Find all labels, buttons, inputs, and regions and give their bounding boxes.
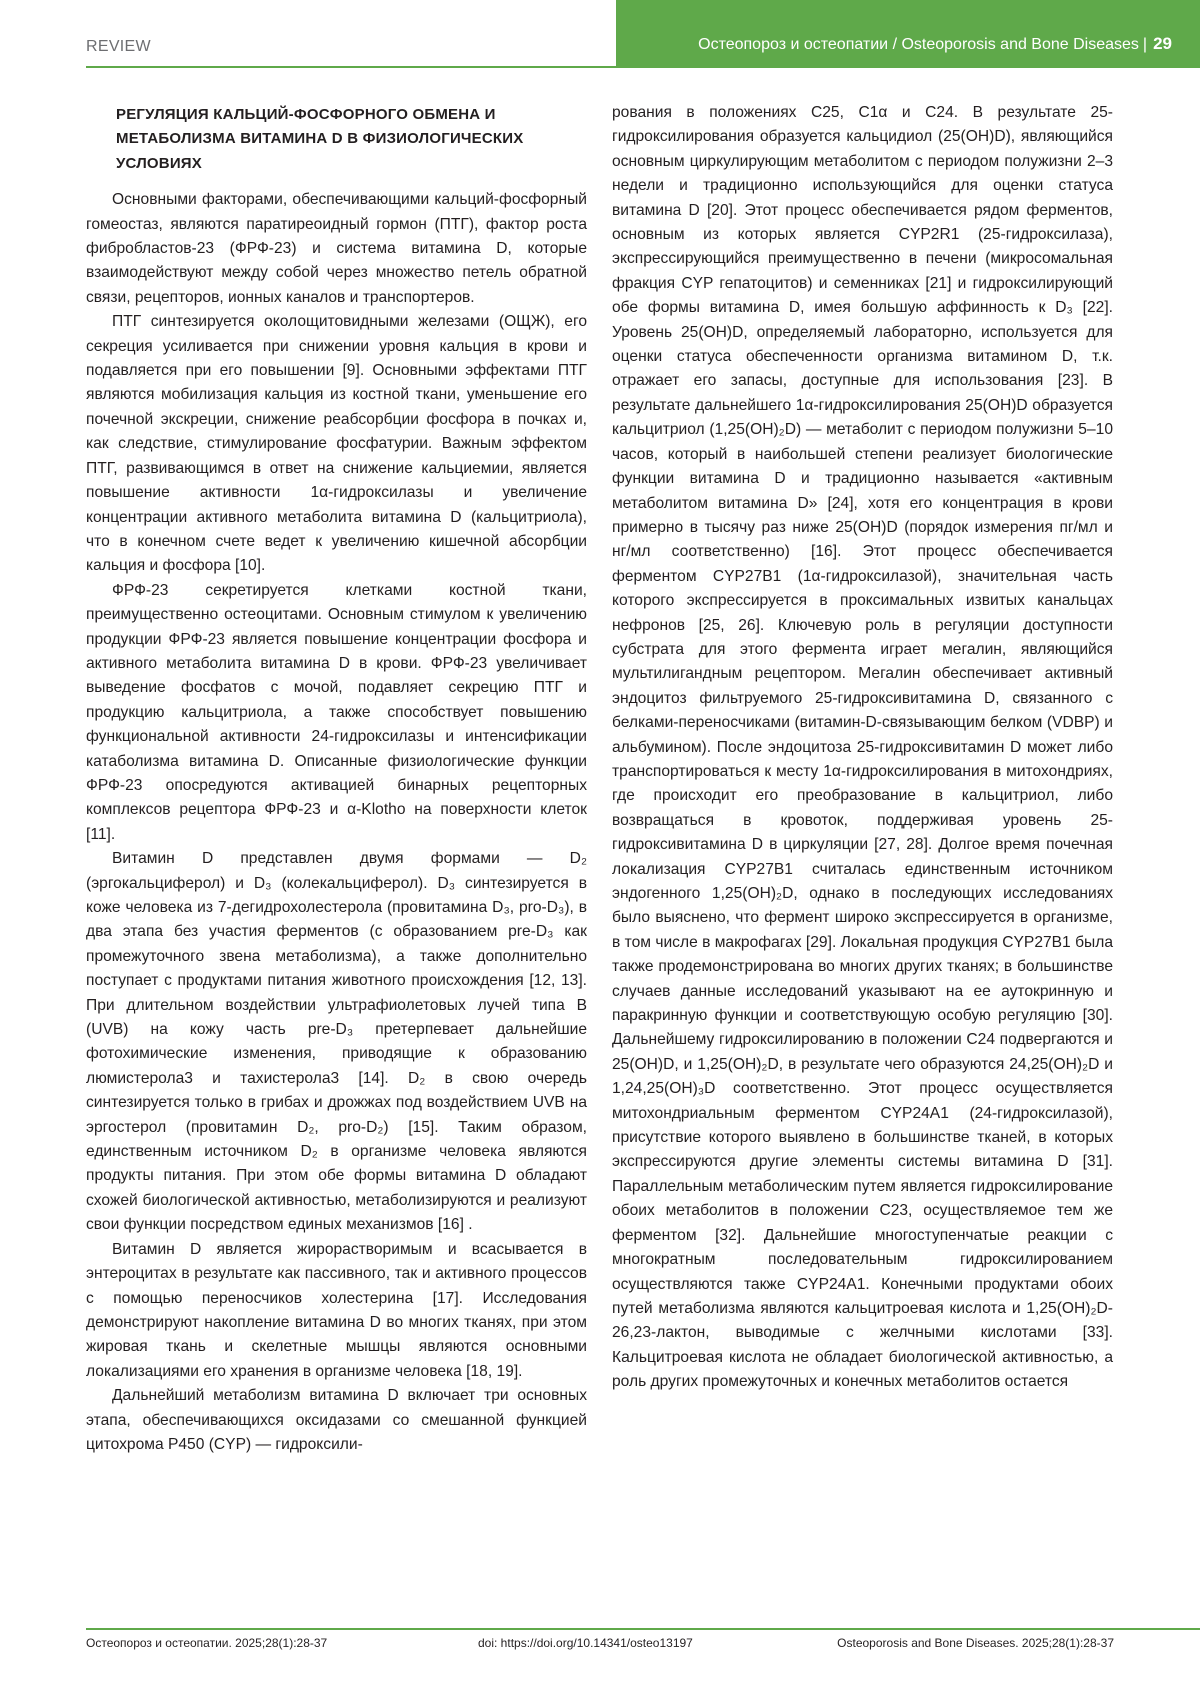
section-label: REVIEW — [86, 38, 151, 55]
paragraph-continued: рования в положениях C25, C1α и C24. В результате 25-гидроксилирования образуется кальцидиол (25(OH)D), являющийся основным циркулирующим метаболитом с периодом полужизни 2–3 недели и традиционно использующийся для оценки статуса витамина D [20]. Этот процесс обеспечивается рядом ферментов, основным из которых является CYP2R1 (25-гидроксилаза), экспрессирующийся преимущественно в печени (микросомальная фракция CYP гепатоцитов) и семенниках [21] и гидроксилирующий обе формы витамина D, имея большую аффинность к D₃ [22]. Уровень 25(OH)D, определяемый лабораторно, используется для оценки статуса обеспеченности организма витамином D, т.к. отражает его запасы, доступные для использования [23]. В результате дальнейшего 1α-гидроксилирования 25(OH)D образуется кальцитриол (1,25(OH)₂D) — метаболит с периодом полужизни 5–10 часов, который в наибольшей степени реализует биологические функции витамина D и традиционно называется «активным метаболитом витамина D» [24], хотя его концентрация в крови примерно в тысячу раз ниже 25(OH)D (порядок измерения пг/мл и нг/мл соответственно) [16]. Этот процесс обеспечивается ферментом CYP27B1 (1α-гидроксилазой), значительная часть которого экспрессируется в проксимальных извитых канальцах нефронов [25, 26]. Ключевую роль в регуляции доступности субстрата для этого фермента играет мегалин, являющийся мультилигандным рецептором. Мегалин обеспечивает активный эндоцитоз фильтруемого 25-гидроксивитамина D, связанного с белками-переносчиками (витамин-D-связывающим белком (VDBP) и альбумином). После эндоцитоза 25-гидроксивитамин D может либо транспортироваться к месту 1α-гидроксилирования в митохондриях, где происходит его преобразование в кальцитриол, либо возвращаться в кровоток, поддерживая уровень 25-гидроксивитамина D в циркуляции [27, 28]. Долгое время почечная локализация CYP27B1 считалась единственным источником эндогенного 1,25(OH)₂D, однако в последующих исследованиях было выяснено, что фермент широко экспрессируется в организме, в том числе в макрофагах [29]. Локальная продукция CYP27B1 была также продемонстрирована во многих других тканях; в большинстве случаев данные исследований указывают на ее аутокринную и паракринную функции и соответствующую особую регуляцию [30]. Дальнейшему гидроксилированию в положении C24 подвергаются и 25(OH)D, и 1,25(OH)₂D, в результате чего образуются 24,25(OH)₂D и 1,24,25(OH)₃D соответственно. Этот процесс осуществляется митохондриальным ферментом CYP24A1 (24-гидроксилазой), присутствие которого выявлено в большинстве тканей, в которых экспрессируются другие элементы системы витамина D [31]. Параллельным метаболическим путем является гидроксилирование обоих метаболитов в положении C23, осуществляемое тем же ферментом [32]. Дальнейшие многоступенчатые реакции с многократным последовательным гидроксилированием осуществляются также CYP24A1. Конечными продуктами обоих путей метаболизма являются кальцитроевая кислота и 1,25(OH)₂D-26,23-лактон, выводимые с желчными кислотами [33]. Кальцитроевая кислота не обладает биологической активностью, а роль других промежуточных и конечных метаболитов остается — [612, 104, 1113, 1391]
paragraph: Витамин D является жирорастворимым и всасывается в энтероцитах в результате как пассивного, так и активного процессов с помощью переносчиков холестерина [17]. Исследования демонстрируют накопление витамина D во многих тканях, при этом жировая ткань и скелетные мышцы являются основными локализациями его хранения в организме человека [18, 19]. — [86, 1240, 587, 1380]
paragraph: Основными факторами, обеспечивающими кальций-фосфорный гомеостаз, являются паратиреоидный гормон (ПТГ), фактор роста фибробластов-23 (ФРФ-23) и система витамина D, которые взаимодействуют между собой через множество петель обратной связи, рецепторов, ионных каналов и транспортеров. — [86, 191, 587, 306]
journal-header-bar — [616, 0, 1200, 68]
page-number: 29 — [1153, 34, 1172, 53]
journal-title: Остеопороз и остеопатии / Osteoporosis and Bone Diseases — [698, 36, 1139, 53]
section-title: РЕГУЛЯЦИЯ КАЛЬЦИЙ-ФОСФОРНОГО ОБМЕНА И МЕТАБОЛИЗМА ВИТАМИНА D В ФИЗИОЛОГИЧЕСКИХ УСЛОВИЯХ — [116, 106, 524, 172]
footer-citation-en: Osteoporosis and Bone Diseases. 2025;28(1):28-37 — [837, 1636, 1114, 1650]
left-column — [86, 103, 587, 1457]
footer-citation-ru: Остеопороз и остеопатии. 2025;28(1):28-37 — [86, 1636, 328, 1650]
paragraph: Дальнейший метаболизм витамина D включает три основных этапа, обеспечивающихся оксидазами со смешанной функцией цитохрома P450 (CYP) — гидроксили- — [86, 1387, 587, 1453]
header-rule — [86, 66, 1200, 68]
right-column — [612, 101, 1113, 1395]
header-separator: | — [1142, 36, 1148, 53]
paragraph: ФРФ-23 секретируется клетками костной ткани, преимущественно остеоцитами. Основным стимулом к увеличению продукции ФРФ-23 является повышение концентрации фосфора и активного метаболита витамина D в крови. ФРФ-23 увеличивает выведение фосфатов с мочой, подавляет секрецию ПТГ и продукцию кальцитриола, а также способствует повышению функциональной активности 24-гидроксилазы и интенсификации катаболизма витамина D. Описанные физиологические функции ФРФ-23 опосредуются активацией бинарных рецепторных комплексов рецептора ФРФ-23 и α-Klotho на поверхности клеток [11]. — [86, 581, 587, 843]
footer-doi[interactable]: doi: https://doi.org/10.14341/osteo13197 — [478, 1636, 693, 1650]
footer-rule — [86, 1628, 1200, 1630]
paragraph: ПТГ синтезируется околощитовидными железами (ОЩЖ), его секреция усиливается при снижении уровня кальция в крови и подавляется при его повышении [9]. Основными эффектами ПТГ являются мобилизация кальция из костной ткани, уменьшение его почечной экскреции, снижение реабсорбции фосфора в почках и, как следствие, стимулирование фосфатурии. Важным эффектом ПТГ, развивающимся в ответ на снижение кальциемии, является повышение активности 1α-гидроксилазы и увеличение концентрации активного метаболита витамина D (кальцитриола), что в конечном счете ведет к увеличению кишечной абсорбции кальция и фосфора [10]. — [86, 313, 587, 575]
paragraph: Витамин D представлен двумя формами — D₂ (эргокальциферол) и D₃ (колекальциферол). D₃ синтезируется в коже человека из 7-дегидрохолестерола (провитамина D₃, pro-D₃), в два этапа без участия ферментов (с образованием pre-D₃ как промежуточного звена метаболизма), а также дополнительно поступает с продуктами питания животного происхождения [12, 13]. При длительном воздействии ультрафиолетовых лучей типа B (UVB) на кожу часть pre-D₃ претерпевает дальнейшие фотохимические изменения, приводящие к образованию люмистерола3 и тахистерола3 [14]. D₂ в свою очередь синтезируется только в грибах и дрожжах под воздействием UVB на эргостерол (провитамин D₂, pro-D₂) [15]. Таким образом, единственным источником D₂ в организме человека являются продукты питания. При этом обе формы витамина D обладают схожей биологической активностью, метаболизируются и реализуют свои функции посредством единых механизмов [16] . — [86, 850, 587, 1234]
